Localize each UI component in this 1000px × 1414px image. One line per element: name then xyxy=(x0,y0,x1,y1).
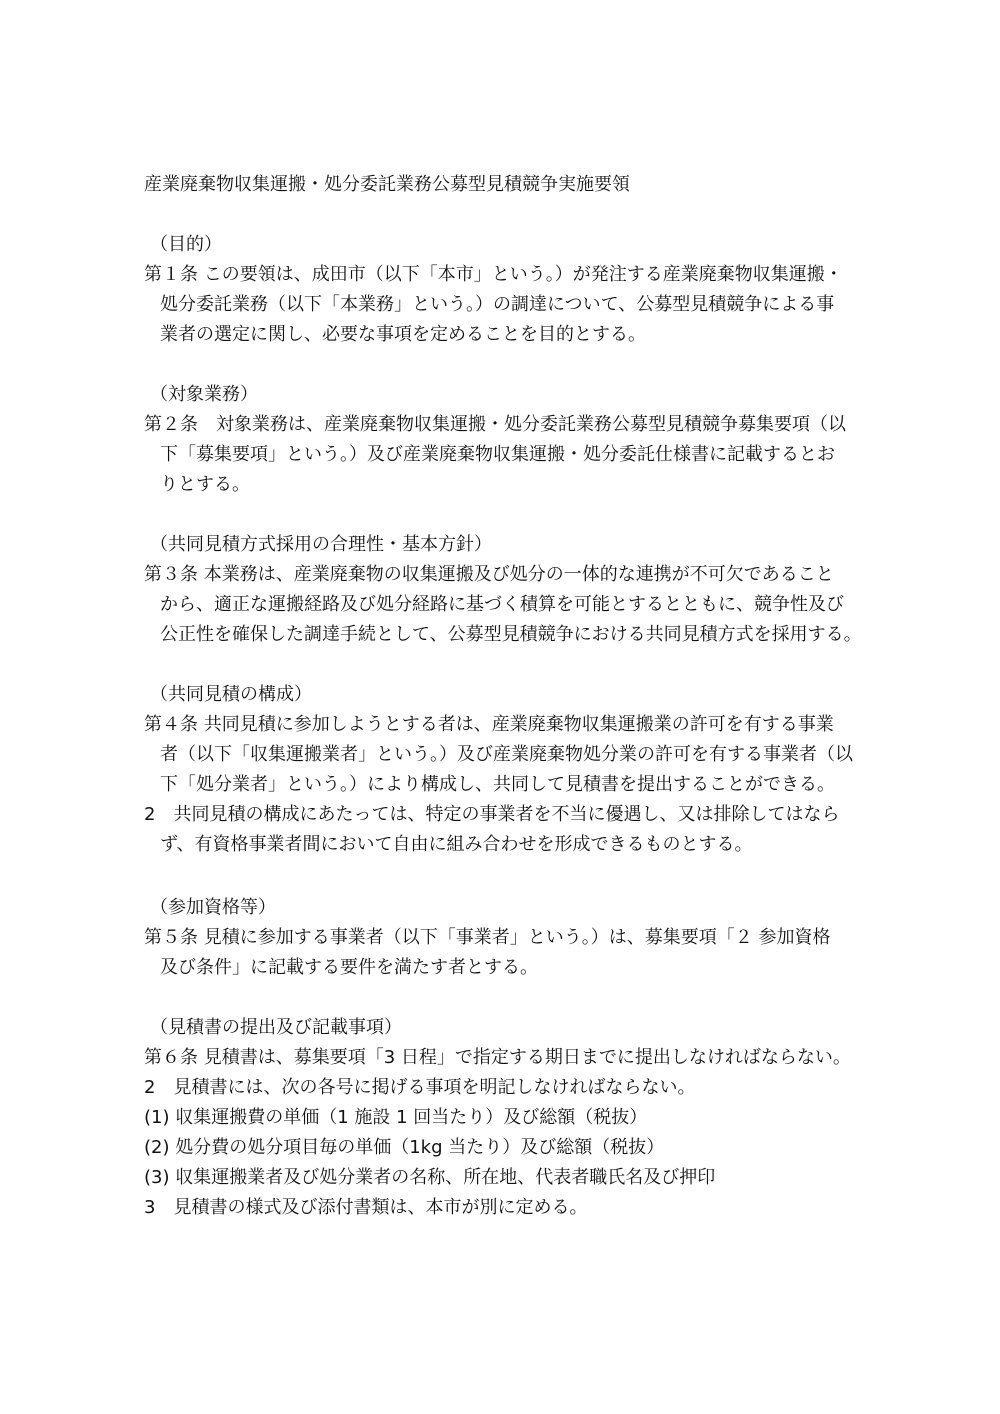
section-heading: （参加資格等） xyxy=(150,897,276,918)
paragraph-line: 2 共同見積の構成にあたっては、特定の事業者を不当に優遇し、又は排除してはなら xyxy=(144,804,840,825)
article-line: 第５条 見積に参加する事業者（以下「事業者」という。）は、募集要項「２ 参加資格 xyxy=(144,927,831,948)
list-item: (3) 収集運搬業者及び処分業者の名称、所在地、代表者職氏名及び押印 xyxy=(144,1167,716,1188)
section-target-business xyxy=(144,380,874,500)
section-heading: （対象業務） xyxy=(150,384,258,405)
section-heading: （見積書の提出及び記載事項） xyxy=(150,1017,402,1038)
section-heading: （目的） xyxy=(150,234,222,255)
paragraph-line: 2 見積書には、次の各号に掲げる事項を明記しなければならない。 xyxy=(144,1077,696,1098)
article-line: 第３条 本業務は、産業廃棄物の収集運搬及び処分の一体的な連携が不可欠であること xyxy=(144,564,834,585)
section-purpose xyxy=(144,230,874,350)
article-line: 公正性を確保した調達手続として、公募型見積競争における共同見積方式を採用する。 xyxy=(160,624,862,645)
paragraph-line: 3 見積書の様式及び添付書類は、本市が別に定める。 xyxy=(144,1197,588,1218)
list-item: (1) 収集運搬費の単価（1 施設 1 回当たり）及び総額（税抜） xyxy=(144,1107,648,1128)
list-item: (2) 処分費の処分項目毎の単価（1kg 当たり）及び総額（税抜） xyxy=(144,1137,665,1158)
article-line: りとする。 xyxy=(160,474,250,495)
section-heading: （共同見積の構成） xyxy=(150,684,312,705)
article-line: 第１条 この要領は、成田市（以下「本市」という。）が発注する産業廃棄物収集運搬・ xyxy=(144,264,843,285)
article-line: から、適正な運搬経路及び処分経路に基づく積算を可能とするとともに、競争性及び xyxy=(160,594,844,615)
section-estimate-submission xyxy=(144,1013,874,1223)
article-line: 第２条 対象業務は、産業廃棄物収集運搬・処分委託業務公募型見積競争募集要項（以 xyxy=(144,414,846,435)
article-line: 第４条 共同見積に参加しようとする者は、産業廃棄物収集運搬業の許可を有する事業 xyxy=(144,714,834,735)
article-line: 者（以下「収集運搬業者」という。）及び産業廃棄物処分業の許可を有する事業者（以 xyxy=(160,744,853,765)
section-heading: （共同見積方式採用の合理性・基本方針） xyxy=(150,534,492,555)
document-title: 産業廃棄物収集運搬・処分委託業務公募型見積競争実施要領 xyxy=(144,174,630,195)
article-line: 及び条件」に記載する要件を満たす者とする。 xyxy=(160,957,538,978)
section-eligibility xyxy=(144,893,874,983)
section-joint-estimate-composition xyxy=(144,680,874,860)
paragraph-line: ず、有資格事業者間において自由に組み合わせを形成できるものとする。 xyxy=(160,834,753,855)
article-line: 第６条 見積書は、募集要項「3 日程」で指定する期日までに提出しなければならない。 xyxy=(144,1047,851,1068)
article-line: 業者の選定に関し、必要な事項を定めることを目的とする。 xyxy=(160,324,646,345)
article-line: 下「処分業者」という。）により構成し、共同して見積書を提出することができる。 xyxy=(160,774,835,795)
article-line: 処分委託業務（以下「本業務」という。）の調達について、公募型見積競争による事 xyxy=(160,294,835,315)
article-line: 下「募集要項」という。）及び産業廃棄物収集運搬・処分委託仕様書に記載するとお xyxy=(160,444,835,465)
section-joint-estimate-policy xyxy=(144,530,874,650)
